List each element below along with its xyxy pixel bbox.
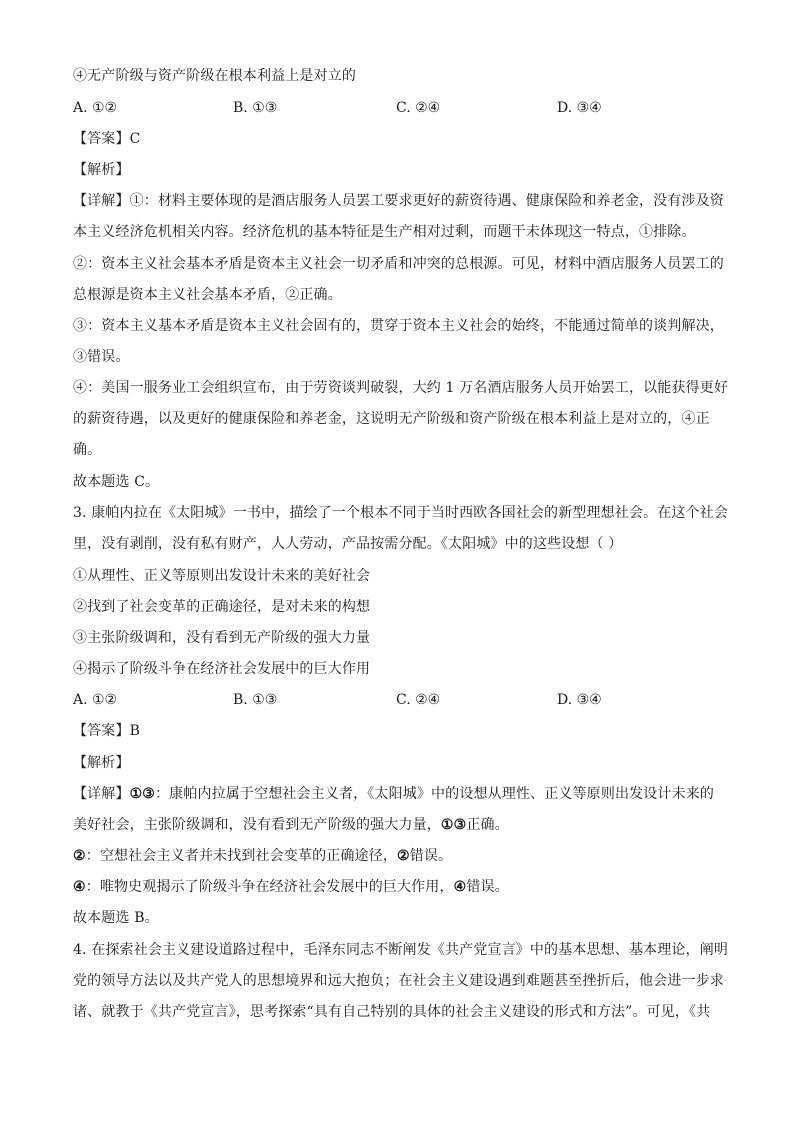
q3-answer: 【答案】B: [73, 723, 141, 739]
q3-item-2: ②找到了社会变革的正确途径，是对未来的构想: [73, 599, 371, 615]
detail-text: ：唯物史观揭示了阶级斗争在经济社会发展中的巨大作用，: [85, 879, 454, 895]
q3-stem-line: 3. 康帕内拉在《太阳城》一书中，描绘了一个根本不同于当时西欧各国社会的新型理想社会。在这个社会: [73, 505, 729, 521]
q4-stem-line: 党的领导方法以及共产党人的思想境界和远大抱负；在社会主义建设遇到难题甚至挫折后，他会进一步求: [73, 973, 724, 989]
q2-option-c: C. ②④: [396, 100, 441, 116]
q3-option-b: B. ①③: [233, 692, 278, 708]
q2-detail-line: ④：美国一服务业工会组织宣布，由于劳资谈判破裂，大约 1 万名酒店服务人员开始罢工，以能获得更好: [73, 380, 729, 396]
q2-detail-line: ③错误。: [73, 349, 130, 365]
q2-conclusion: 故本题选 C。: [73, 474, 160, 490]
q2-detail-line: ③：资本主义基本矛盾是资本主义社会固有的，贯穿于资本主义社会的始终，不能通过简单的谈判解决，: [73, 318, 724, 334]
option-marks: ②: [397, 848, 410, 864]
q3-detail-line-3: [73, 846, 733, 866]
option-marks: ①③: [129, 786, 156, 802]
detail-prefix: 【详解】: [73, 786, 130, 802]
q2-option-d: D. ③④: [557, 100, 602, 116]
detail-verdict: 错误。: [466, 879, 509, 895]
q3-detail-line-1: [73, 784, 733, 804]
detail-verdict: 错误。: [409, 848, 453, 864]
q4-stem-line: 诸、就教于《共产党宣言》，思考探索“具有自己特别的具体的社会主义建设的形式和方法”。可见，《共: [73, 1004, 711, 1020]
q4-stem-line: 4. 在探索社会主义建设道路过程中，毛泽东同志不断阐发《共产党宣言》中的基本思想、基本理论，阐明: [73, 942, 729, 958]
option-marks: ④: [453, 879, 467, 895]
q3-detail-line-4: [73, 877, 733, 897]
q3-analysis-label: 【解析】: [73, 755, 130, 771]
q2-item-4: ④无产阶级与资产阶级在根本利益上是对立的: [73, 68, 356, 84]
q2-detail-line: ②：资本主义社会基本矛盾是资本主义社会一切矛盾和冲突的总根源。可见，材料中酒店服务人员罢工的: [73, 256, 724, 272]
q3-item-1: ①从理性、正义等原则出发设计未来的美好社会: [73, 568, 371, 584]
detail-verdict: 正确。: [466, 817, 509, 833]
q3-option-c: C. ②④: [396, 692, 441, 708]
q2-detail-line: 的薪资待遇，以及更好的健康保险和养老金，这说明无产阶级和资产阶级在根本利益上是对立的，④正: [73, 411, 710, 427]
q2-detail-line: 【详解】①：材料主要体现的是酒店服务人员罢工要求更好的薪资待遇、健康保险和养老金，没有涉及资: [73, 193, 724, 209]
q2-option-b: B. ①③: [233, 100, 278, 116]
q2-detail-line: 总根源是资本主义社会基本矛盾，②正确。: [73, 287, 342, 303]
q3-detail-line-2: [73, 815, 733, 835]
q3-stem-line: 里，没有剥削，没有私有财产，人人劳动，产品按需分配。《太阳城》中的这些设想（ ）: [73, 536, 623, 552]
q2-analysis-label: 【解析】: [73, 162, 130, 178]
detail-text: ：空想社会主义者并未找到社会变革的正确途径，: [85, 848, 398, 864]
q3-conclusion: 故本题选 B。: [73, 910, 159, 926]
q3-item-3: ③主张阶级调和，没有看到无产阶级的强大力量: [73, 630, 371, 646]
q2-option-a: A. ①②: [73, 100, 118, 116]
q3-option-d: D. ③④: [557, 692, 602, 708]
option-marks: ①③: [440, 817, 467, 833]
q2-answer: 【答案】C: [73, 131, 141, 147]
option-marks: ②: [73, 848, 86, 864]
q2-detail-line: 本主义经济危机相关内容。经济危机的基本特征是生产相对过剩，而题干未体现这一特点，①排除。: [73, 224, 696, 240]
q3-item-4: ④揭示了阶级斗争在经济社会发展中的巨大作用: [73, 661, 371, 677]
detail-text: ：康帕内拉属于空想社会主义者，《太阳城》中的设想从理性、正义等原则出发设计未来的: [155, 786, 715, 802]
q3-option-a: A. ①②: [73, 692, 118, 708]
detail-text: 美好社会，主张阶级调和，没有看到无产阶级的强大力量，: [73, 817, 441, 833]
option-marks: ④: [73, 879, 86, 895]
q2-detail-line: 确。: [73, 442, 102, 458]
